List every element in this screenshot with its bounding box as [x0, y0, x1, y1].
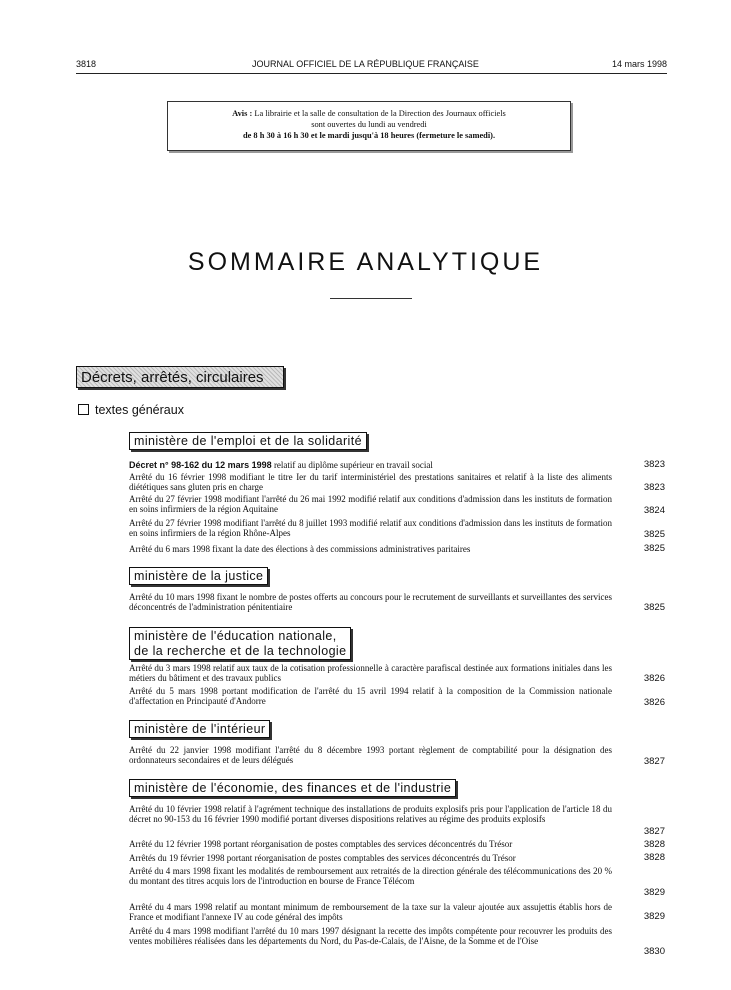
- entry-text: Arrêté du 27 février 1998 modifiant l'arrêté du 26 mai 1992 modifié relatif aux conditions d'admission dans les instituts de formation en soins infirmiers de la région Aquitaine: [129, 494, 612, 514]
- list-item[interactable]: [129, 472, 612, 492]
- notice-text-3: de 8 h 30 à 16 h 30 et le mardi jusqu'à 18 heures (fermeture le samedi).: [242, 131, 496, 140]
- entry-page: 3830: [643, 946, 665, 957]
- list-item[interactable]: [129, 460, 612, 470]
- entry-text: Arrêté du 16 février 1998 modifiant le titre Ier du tarif interministériel des prestations sanitaires et relatif à la liste des aliments diététiques sans gluten pris en charge: [129, 472, 612, 492]
- list-item[interactable]: [129, 926, 612, 946]
- entry-text: Arrêté du 27 février 1998 modifiant l'arrêté du 8 juillet 1993 modifié relatif aux conditions d'admission dans les instituts de formation en soins infirmiers de la région Rhône-Alpes: [129, 518, 612, 538]
- entry-page: 3827: [643, 756, 665, 767]
- list-item[interactable]: [129, 745, 612, 765]
- ministry-heading: [129, 779, 456, 797]
- section-heading: Décrets, arrêtés, circulaires: [76, 366, 284, 388]
- entry-page: 3828: [643, 839, 665, 850]
- entry-page: 3823: [643, 459, 665, 470]
- entry-page: 3826: [643, 673, 665, 684]
- entry-text: Arrêté du 5 mars 1998 portant modification de l'arrêté du 15 avril 1994 relatif à la composition de la Commission nationale d'affectation en Principauté d'Andorre: [129, 686, 612, 706]
- notice-label: Avis :: [232, 109, 253, 118]
- notice-line-2: sont ouvertes du lundi au vendredi: [311, 120, 427, 129]
- entry-text: Arrêtés du 19 février 1998 portant réorganisation de postes comptables des services déconcentrés du Trésor: [129, 853, 516, 863]
- ministry-label: de la recherche et de la technologie: [134, 644, 347, 658]
- list-item[interactable]: [129, 494, 612, 514]
- ministry-label: ministère de l'emploi et de la solidarité: [134, 434, 362, 448]
- entry-page: 3826: [643, 697, 665, 708]
- list-item[interactable]: [129, 592, 612, 612]
- header-rule: [76, 73, 667, 74]
- notice-line-3: [168, 130, 570, 141]
- ministry-heading: [129, 720, 270, 738]
- list-item[interactable]: [129, 663, 612, 683]
- journal-title: JOURNAL OFFICIEL DE LA RÉPUBLIQUE FRANÇAISE: [252, 59, 479, 69]
- title-rule: [330, 298, 412, 299]
- checkbox-square-icon: [78, 404, 89, 415]
- entry-text: Arrêté du 4 mars 1998 relatif au montant minimum de remboursement de la taxe sur la valeur ajoutée aux assujettis établis hors de France et modifiant l'annexe IV au code général des impôts: [129, 902, 612, 922]
- entry-page: 3825: [643, 602, 665, 613]
- entry-text: Arrêté du 6 mars 1998 fixant la date des élections à des commissions administratives paritaires: [129, 544, 471, 554]
- notice-text-1: La librairie et la salle de consultation de la Direction des Journaux officiels: [254, 109, 506, 118]
- ministry-heading: [129, 627, 351, 660]
- page-title: SOMMAIRE ANALYTIQUE: [187, 248, 544, 276]
- entry-text: Arrêté du 12 février 1998 portant réorganisation de postes comptables des services déconcentrés du Trésor: [129, 839, 513, 849]
- entry-page: 3828: [643, 852, 665, 863]
- list-item[interactable]: [129, 544, 612, 554]
- list-item[interactable]: [129, 518, 612, 538]
- ministry-label: ministère de l'intérieur: [134, 722, 266, 736]
- list-item[interactable]: [129, 804, 612, 824]
- entry-text: relatif au diplôme supérieur en travail social: [271, 460, 433, 470]
- entry-page: 3829: [643, 887, 665, 898]
- ministry-label: ministère de la justice: [134, 569, 264, 583]
- entry-page: 3824: [643, 505, 665, 516]
- list-item[interactable]: [129, 866, 612, 886]
- list-item[interactable]: [129, 853, 612, 863]
- issue-date: 14 mars 1998: [611, 59, 667, 69]
- entry-page: 3827: [643, 826, 665, 837]
- list-item[interactable]: [129, 902, 612, 922]
- entry-page: 3825: [643, 529, 665, 540]
- list-item[interactable]: [129, 839, 612, 849]
- ministry-heading: [129, 432, 367, 450]
- entry-text: Arrêté du 4 mars 1998 fixant les modalités de remboursement aux retraités de la direction générale des télécommunications des 20 % du montant des titres acquis lors de l'introduction en bourse de France Télécom: [129, 866, 612, 886]
- subsection-label: textes généraux: [95, 403, 184, 417]
- list-item[interactable]: [129, 686, 612, 706]
- entry-text: Arrêté du 10 mars 1998 fixant le nombre de postes offerts au concours pour le recrutement de surveillants et surveillantes des services déconcentrés de l'administration pénitentiaire: [129, 592, 612, 612]
- ministry-label: ministère de l'éducation nationale,: [134, 629, 337, 643]
- entry-text: Arrêté du 3 mars 1998 relatif aux taux de la cotisation professionnelle à caractère parafiscal destinée aux formations initiales dans les métiers du bâtiment et des travaux publics: [129, 663, 612, 683]
- entry-page: 3825: [643, 543, 665, 554]
- entry-text: Arrêté du 22 janvier 1998 modifiant l'arrêté du 8 décembre 1993 portant règlement de comptabilité pour la désignation des ordonnateurs secondaires et de leurs délégués: [129, 745, 612, 765]
- entry-page: 3829: [643, 911, 665, 922]
- notice-line-1: [168, 108, 570, 119]
- entry-text: Arrêté du 10 février 1998 relatif à l'agrément technique des installations de produits explosifs pris pour l'application de l'article 18 du décret no 90-153 du 16 février 1990 modifié portant diverses dispositions relatives au régime des produits explosifs: [129, 804, 612, 824]
- notice-box: [167, 101, 571, 151]
- page-number: 3818: [76, 59, 97, 69]
- entry-lead: Décret n° 98-162 du 12 mars 1998: [129, 460, 272, 470]
- entry-page: 3823: [643, 482, 665, 493]
- ministry-heading: [129, 567, 268, 585]
- ministry-label: ministère de l'économie, des finances et de l'industrie: [134, 781, 452, 795]
- subsection-heading: [78, 403, 184, 417]
- entry-text: Arrêté du 4 mars 1998 modifiant l'arrêté du 10 mars 1997 désignant la recette des impôts compétente pour recouvrer les produits des ventes mobilières réalisées dans les départements du Nord, du Pas-de-Calais, de l'Aisne, de la Somme et de l'Oise: [129, 926, 612, 946]
